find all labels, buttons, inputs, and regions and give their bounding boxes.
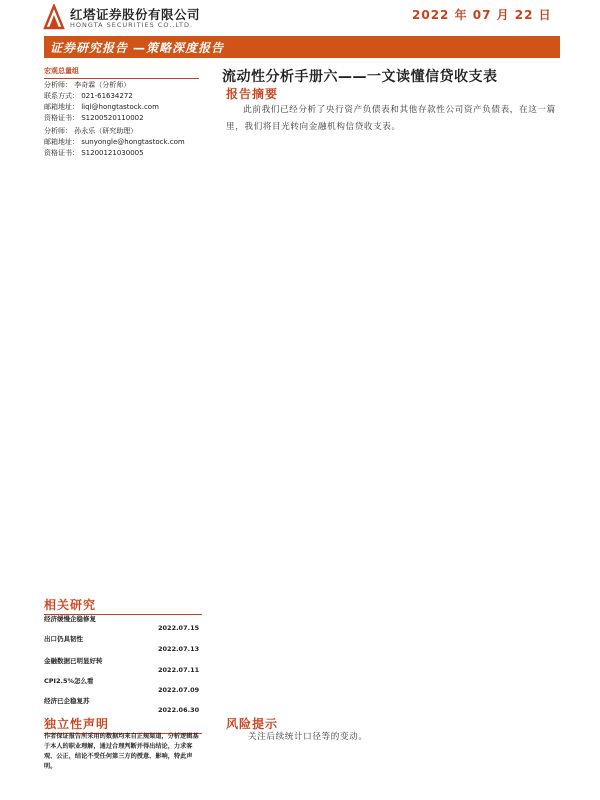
report-title: 流动性分析手册六——一文读懂信贷收支表 <box>222 69 498 85</box>
related-item-title[interactable]: 经济缓慢企稳修复 <box>44 615 96 623</box>
related-item-title[interactable]: CPI2.5%怎么看 <box>44 677 94 685</box>
team-title: 宏观总量组 <box>44 66 199 79</box>
risk-heading: 风险提示 <box>226 717 279 731</box>
related-item-title[interactable]: 金融数据已明显好转 <box>44 657 103 665</box>
related-item-date: 2022.07.13 <box>158 645 200 653</box>
abstract-text: 此前我们已经分析了央行资产负债表和其他存款性公司资产负债表，在这一篇里，我们将目光转向金融机构信贷收支表。 <box>226 105 556 132</box>
analyst-2-email: 邮箱地址： sunyongle@hongtastock.com <box>44 138 185 146</box>
report-date: 2022 年 07 月 22 日 <box>412 8 552 22</box>
report-type-label: 证券研究报告 —策略深度报告 <box>50 41 225 55</box>
analyst-1-phone: 联系方式： 021-61634272 <box>44 92 133 100</box>
report-type-banner <box>44 36 560 58</box>
abstract-heading: 报告摘要 <box>226 87 279 101</box>
company-logo <box>42 4 212 34</box>
analyst-1-cert: 资格证书： S1200520110002 <box>44 114 144 122</box>
analyst-1-email: 邮箱地址： liql@hongtastock.com <box>44 103 159 111</box>
related-research-heading: 相关研究 <box>44 596 202 615</box>
company-name-cn: 红塔证券股份有限公司 <box>70 7 201 22</box>
analyst-1-name: 分析师： 李奇霖（分析师） <box>44 81 131 89</box>
related-item-date: 2022.07.15 <box>158 624 200 632</box>
company-logo-icon <box>42 4 66 30</box>
independence-heading: 独立性声明 <box>44 715 202 734</box>
related-item-title[interactable]: 出口仍具韧性 <box>44 635 83 643</box>
related-item-date: 2022.07.11 <box>158 666 200 674</box>
related-item-date: 2022.06.30 <box>158 706 200 714</box>
independence-text: 作者保证报告所采用的数据均来自正规渠道，分析逻辑基于本人的职业理解，通过合理判断并得出结论，力求客观、公正，结论不受任何第三方的授意、影响，特此声明。 <box>44 733 199 770</box>
risk-text: 关注后续统计口径等的变动。 <box>248 732 368 742</box>
related-item-title[interactable]: 经济已企稳复苏 <box>44 697 90 705</box>
related-item-date: 2022.07.09 <box>158 686 200 694</box>
company-name-en: HONGTA SECURITIES CO.,LTD. <box>70 21 194 29</box>
analyst-2-name: 分析师： 孙永乐（研究助理） <box>44 127 138 135</box>
analyst-2-cert: 资格证书： S1200121030005 <box>44 149 144 157</box>
